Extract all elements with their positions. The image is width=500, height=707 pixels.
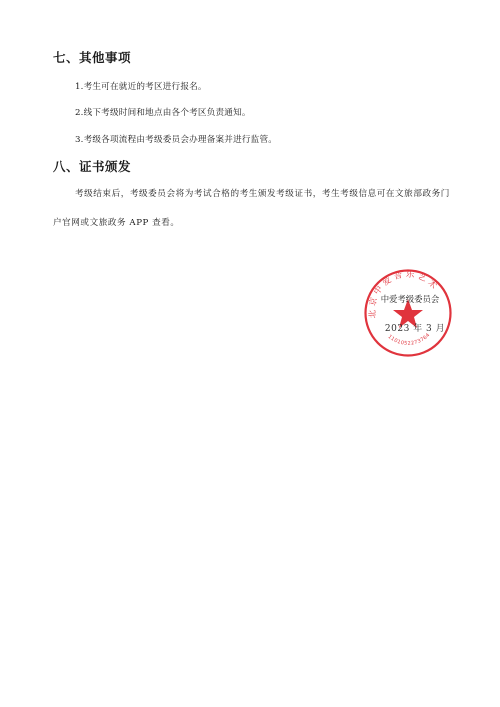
certificate-paragraph: 考级结束后，考级委员会将为考试合格的考生颁发考级证书，考生考级信息可在文旅部政务门户官网或文旅政务 APP 查看。: [53, 189, 450, 228]
list-item: 1.考生可在就近的考区进行报名。: [75, 82, 207, 92]
official-seal-stamp: [363, 268, 453, 358]
section-heading-certificate: 八、证书颁发: [53, 159, 132, 174]
seal-arc-text: 北京中爱音乐艺术: [367, 269, 441, 319]
list-item: 2.线下考级时间和地点由各个考区负责通知。: [75, 108, 251, 118]
list-item: 3.考级各项流程由考级委员会办理备案并进行监管。: [75, 135, 278, 145]
signature-organization: 中爱考级委员会: [380, 294, 440, 304]
section-heading-other-matters: 七、其他事项: [53, 50, 132, 65]
signature-date: 2023 年 3 月: [384, 324, 446, 334]
svg-text:1101052273764: [387, 332, 432, 347]
seal-code-text: 1101052273764: [386, 332, 432, 347]
